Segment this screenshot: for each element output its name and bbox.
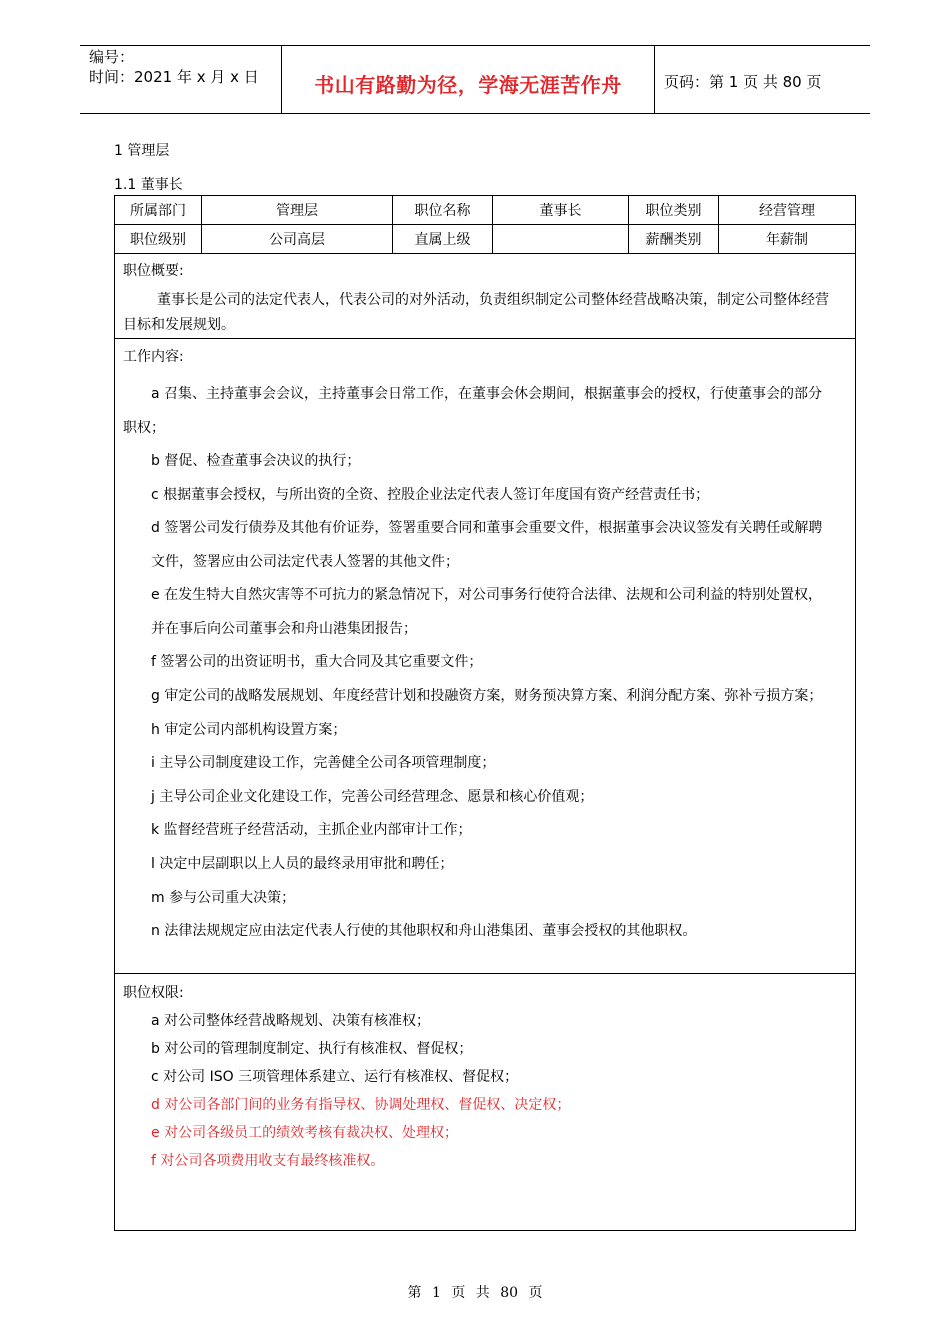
authority-label: 职位权限: (123, 985, 184, 1001)
level-label: 职位级别 (115, 225, 202, 253)
position-name-value: 董事长 (493, 196, 629, 224)
footer-ye: 页 (451, 1285, 466, 1301)
section-title: 1 管理层 (114, 143, 170, 159)
duty-item: j 主导公司企业文化建设工作，完善公司经营理念、愿景和核心价值观； (151, 789, 594, 805)
duty-item: g 审定公司的战略发展规划、年度经营计划和投融资方案，财务预决算方案、利润分配方案、弥补亏损方案； (151, 688, 823, 704)
duty-item-cont: 并在事后向公司董事会和舟山港集团报告； (151, 621, 417, 637)
dept-value: 管理层 (202, 196, 393, 224)
duty-item: i 主导公司制度建设工作，完善健全公司各项管理制度； (151, 755, 496, 771)
duty-item: n 法律法规规定应由法定代表人行使的其他职权和舟山港集团、董事会授权的其他职权。 (151, 923, 697, 939)
authority-item-highlighted: d 对公司各部门间的业务有指导权、协调处理权、督促权、决定权； (151, 1097, 571, 1113)
duties-label: 工作内容: (123, 349, 184, 365)
footer-gong: 共 (475, 1285, 490, 1301)
overview-text-line1: 董事长是公司的法定代表人，代表公司的对外活动，负责组织制定公司整体经营战略决策，制定公司整体经营 (157, 292, 829, 308)
info-row-2 (115, 225, 855, 254)
duty-item: d 签署公司发行债券及其他有价证券，签署重要合同和董事会重要文件，根据董事会决议签发有关聘任或解聘 (151, 520, 823, 536)
duties-block (115, 339, 855, 974)
header-page-number: 页码：第 1 页 共 80 页 (664, 73, 822, 91)
duty-item-cont: 职权； (123, 420, 165, 436)
footer-page: 1 (431, 1285, 441, 1301)
authority-block (115, 974, 855, 1230)
document-number-label: 编号： (89, 48, 135, 66)
duty-item: m 参与公司重大决策； (151, 890, 296, 906)
supervisor-label: 直属上级 (393, 225, 493, 253)
duty-item: a 召集、主持董事会会议，主持董事会日常工作，在董事会休会期间，根据董事会的授权，行使董事会的部分 (151, 386, 823, 402)
duty-item-cont: 文件，签署应由公司法定代表人签署的其他文件； (151, 554, 459, 570)
header-top-rule (80, 45, 870, 46)
position-name-label: 职位名称 (393, 196, 493, 224)
duty-item: e 在发生特大自然灾害等不可抗力的紧急情况下，对公司事务行使符合法律、法规和公司利益的特别处置权， (151, 587, 823, 603)
duty-item: f 签署公司的出资证明书，重大合同及其它重要文件； (151, 654, 483, 670)
job-description-table (114, 195, 856, 1231)
subsection-title: 1.1 董事长 (114, 177, 183, 193)
supervisor-value (493, 225, 629, 253)
overview-label: 职位概要: (123, 263, 184, 279)
authority-item-highlighted: f 对公司各项费用收支有最终核准权。 (151, 1153, 385, 1169)
duty-item: b 督促、检查董事会决议的执行； (151, 453, 361, 469)
position-type-label: 职位类别 (629, 196, 719, 224)
header-divider-right (654, 45, 655, 114)
info-row-1 (115, 196, 855, 225)
salary-type-label: 薪酬类别 (629, 225, 719, 253)
duty-item: k 监督经营班子经营活动，主抓企业内部审计工作； (151, 822, 472, 838)
footer-di: 第 (407, 1285, 422, 1301)
level-value: 公司高层 (202, 225, 393, 253)
duty-item: l 决定中层副职以上人员的最终录用审批和聘任； (151, 856, 454, 872)
authority-item: c 对公司 ISO 三项管理体系建立、运行有核准权、督促权； (151, 1069, 519, 1085)
dept-label: 所属部门 (115, 196, 202, 224)
footer-ye-2: 页 (528, 1285, 543, 1301)
authority-item: a 对公司整体经营战略规划、决策有核准权； (151, 1013, 431, 1029)
overview-text-line2: 目标和发展规划。 (123, 317, 235, 333)
header-meta (89, 47, 259, 87)
authority-item: b 对公司的管理制度制定、执行有核准权、督促权； (151, 1041, 473, 1057)
salary-type-value: 年薪制 (766, 232, 808, 248)
header-bottom-rule (80, 113, 870, 114)
position-type-value: 经营管理 (759, 203, 815, 219)
header-motto: 书山有路勤为径，学海无涯苦作舟 (314, 73, 622, 97)
document-date: 时间：2021 年 x 月 x 日 (89, 68, 259, 86)
page-footer (0, 1282, 950, 1302)
authority-item-highlighted: e 对公司各级员工的绩效考核有裁决权、处理权； (151, 1125, 459, 1141)
duty-item: h 审定公司内部机构设置方案； (151, 722, 347, 738)
footer-total: 80 (500, 1285, 519, 1301)
duty-item: c 根据董事会授权，与所出资的全资、控股企业法定代表人签订年度国有资产经营责任书； (151, 487, 710, 503)
overview-block (115, 254, 855, 339)
